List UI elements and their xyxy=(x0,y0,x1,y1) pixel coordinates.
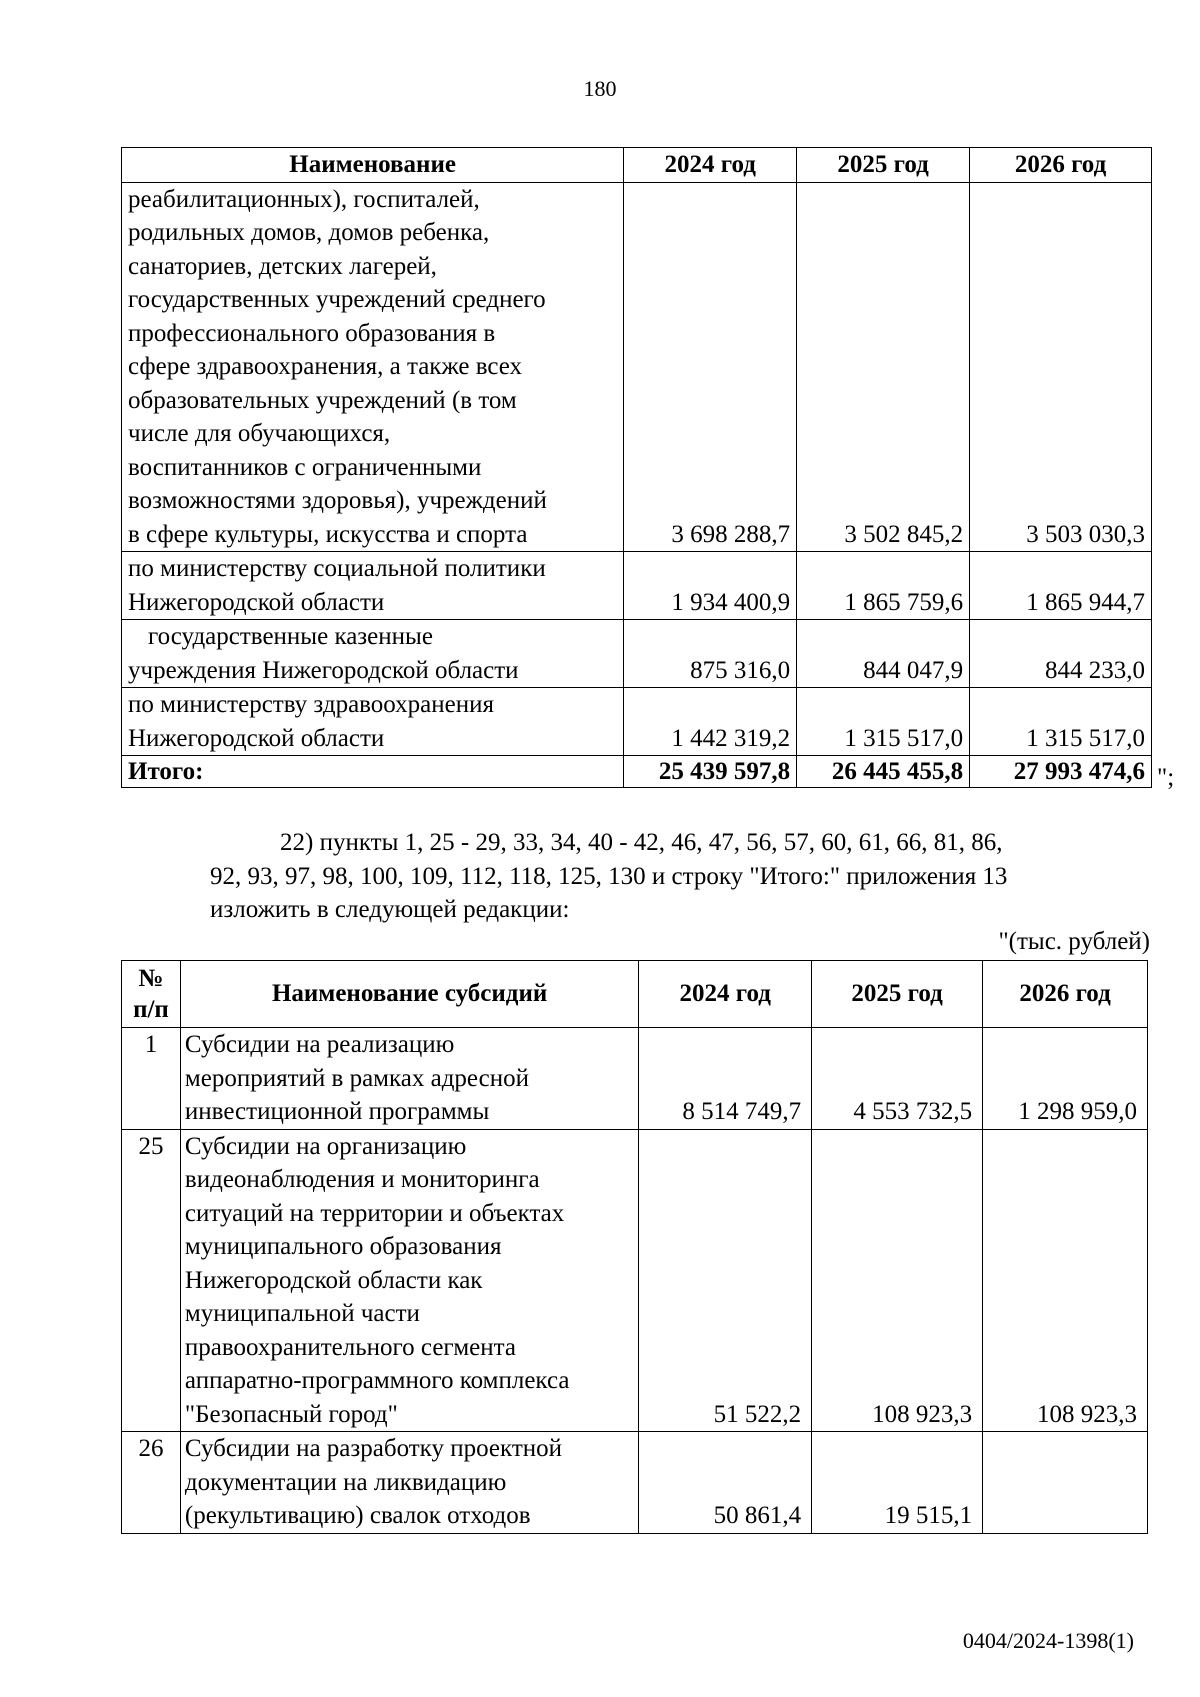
value-2025: 108 923,3 xyxy=(812,1129,983,1432)
row-name xyxy=(180,1432,638,1534)
row-name-line: (рекультивацию) свалок отходов xyxy=(184,1502,531,1529)
row-name-line: учреждения Нижегородской области xyxy=(128,656,519,684)
row-name-line: родильных домов, домов ребенка, xyxy=(128,219,490,246)
budget-table xyxy=(121,147,1152,788)
total-2025: 26 445 455,8 xyxy=(797,756,970,788)
table-row xyxy=(122,620,1152,688)
row-name xyxy=(122,620,624,688)
row-name-line: документации на ликвидацию xyxy=(184,1468,507,1496)
subsidies-table xyxy=(121,960,1148,1534)
value-2026: 1 315 517,0 xyxy=(970,688,1152,756)
header-number-line: п/п xyxy=(133,996,169,1023)
value-2026 xyxy=(983,1432,1148,1534)
row-name-line: правоохранительного сегмента xyxy=(184,1333,516,1361)
row-number: 1 xyxy=(122,1028,181,1130)
row-name-line: Нижегородской области xyxy=(128,588,385,616)
header-2024: 2024 год xyxy=(624,148,797,183)
row-number: 25 xyxy=(122,1129,181,1432)
row-name-line: Субсидии на организацию xyxy=(184,1132,467,1160)
row-name-line: муниципальной части xyxy=(184,1300,420,1327)
row-name-line: санаториев, детских лагерей, xyxy=(128,252,437,280)
header-2026: 2026 год xyxy=(970,148,1152,183)
units-label: "(тыс. рублей) xyxy=(998,928,1150,955)
row-name-line: Субсидии на разработку проектной xyxy=(184,1435,562,1462)
row-name-line: государственные казенные xyxy=(148,623,433,650)
total-2026: 27 993 474,6 xyxy=(970,756,1152,788)
row-name-line: видеонаблюдения и мониторинга xyxy=(184,1166,540,1193)
value-2024: 50 861,4 xyxy=(639,1432,812,1534)
row-name-line: в сфере культуры, искусства и спорта xyxy=(128,520,528,548)
row-name xyxy=(180,1129,638,1432)
row-name-line: мероприятий в рамках адресной xyxy=(184,1064,530,1092)
total-label: Итого: xyxy=(122,756,624,788)
value-2026: 1 298 959,0 xyxy=(983,1028,1148,1130)
header-number xyxy=(122,961,181,1028)
table-row xyxy=(122,182,1152,552)
value-2025: 1 315 517,0 xyxy=(797,688,970,756)
table-row xyxy=(122,1432,1148,1534)
value-2025: 844 047,9 xyxy=(797,620,970,688)
row-name-line: Нижегородской области xyxy=(128,724,385,752)
row-name-line: возможностями здоровья), учреждений xyxy=(128,487,547,514)
row-name-line: аппаратно-программного комплекса xyxy=(184,1367,570,1394)
table-row xyxy=(122,1129,1148,1432)
row-name-line: по министерству социальной политики xyxy=(128,555,546,582)
header-2024: 2024 год xyxy=(639,961,812,1028)
row-name-line: "Безопасный город" xyxy=(184,1400,398,1428)
value-2025: 4 553 732,5 xyxy=(812,1028,983,1130)
value-2024: 3 698 288,7 xyxy=(624,182,797,552)
row-name xyxy=(122,688,624,756)
paragraph-line: 92, 93, 97, 98, 100, 109, 112, 118, 125, 130 и строку "Итого:" приложения 13 xyxy=(210,862,1008,890)
table-header-row xyxy=(122,961,1148,1028)
table-row xyxy=(122,1028,1148,1130)
header-2025: 2025 год xyxy=(797,148,970,183)
paragraph-line: 22) пункты 1, 25 - 29, 33, 34, 40 - 42, 46, 47, 56, 57, 60, 61, 66, 81, 86, xyxy=(280,829,1003,856)
total-2024: 25 439 597,8 xyxy=(624,756,797,788)
row-name-line: числе для обучающихся, xyxy=(128,420,391,447)
row-name-line: сфере здравоохранения, а также всех xyxy=(128,353,523,380)
value-2026: 3 503 030,3 xyxy=(970,182,1152,552)
row-name-line: по министерству здравоохранения xyxy=(128,691,495,718)
table-header-row xyxy=(122,148,1152,183)
value-2025: 1 865 759,6 xyxy=(797,552,970,620)
row-name-line: Субсидии на реализацию xyxy=(184,1031,455,1058)
paragraph-line: изложить в следующей редакции: xyxy=(210,896,570,923)
value-2025: 3 502 845,2 xyxy=(797,182,970,552)
table-row xyxy=(122,552,1152,620)
value-2024: 8 514 749,7 xyxy=(639,1028,812,1130)
value-2026: 844 233,0 xyxy=(970,620,1152,688)
row-name-line: государственных учреждений среднего xyxy=(128,286,546,313)
table-row xyxy=(122,688,1152,756)
row-name-line: Нижегородской области как xyxy=(184,1266,483,1294)
value-2026: 108 923,3 xyxy=(983,1129,1148,1432)
header-subsidy-name: Наименование субсидий xyxy=(180,961,638,1028)
document-code: 0404/2024-1398(1) xyxy=(962,1628,1134,1653)
closing-quote: "; xyxy=(1157,764,1175,791)
header-2026: 2026 год xyxy=(983,961,1148,1028)
row-name xyxy=(180,1028,638,1130)
value-2024: 1 934 400,9 xyxy=(624,552,797,620)
amendment-paragraph xyxy=(210,826,1140,927)
total-row xyxy=(122,756,1152,788)
row-name-line: образовательных учреждений (в том xyxy=(128,386,517,414)
row-name-line: муниципального образования xyxy=(184,1233,502,1260)
row-name xyxy=(122,552,624,620)
value-2025: 19 515,1 xyxy=(812,1432,983,1534)
row-name-line: реабилитационных), госпиталей, xyxy=(128,185,480,213)
header-2025: 2025 год xyxy=(812,961,983,1028)
row-number: 26 xyxy=(122,1432,181,1534)
page-number: 180 xyxy=(583,76,617,101)
value-2024: 1 442 319,2 xyxy=(624,688,797,756)
row-name-line: воспитанников с ограниченными xyxy=(128,453,482,481)
row-name xyxy=(122,182,624,552)
value-2026: 1 865 944,7 xyxy=(970,552,1152,620)
value-2024: 51 522,2 xyxy=(639,1129,812,1432)
header-name: Наименование xyxy=(122,148,624,183)
row-name-line: профессионального образования в xyxy=(128,319,496,347)
row-name-line: инвестиционной программы xyxy=(184,1098,490,1125)
row-name-line: ситуаций на территории и объектах xyxy=(184,1199,565,1227)
value-2024: 875 316,0 xyxy=(624,620,797,688)
header-number-line: № xyxy=(138,965,164,992)
